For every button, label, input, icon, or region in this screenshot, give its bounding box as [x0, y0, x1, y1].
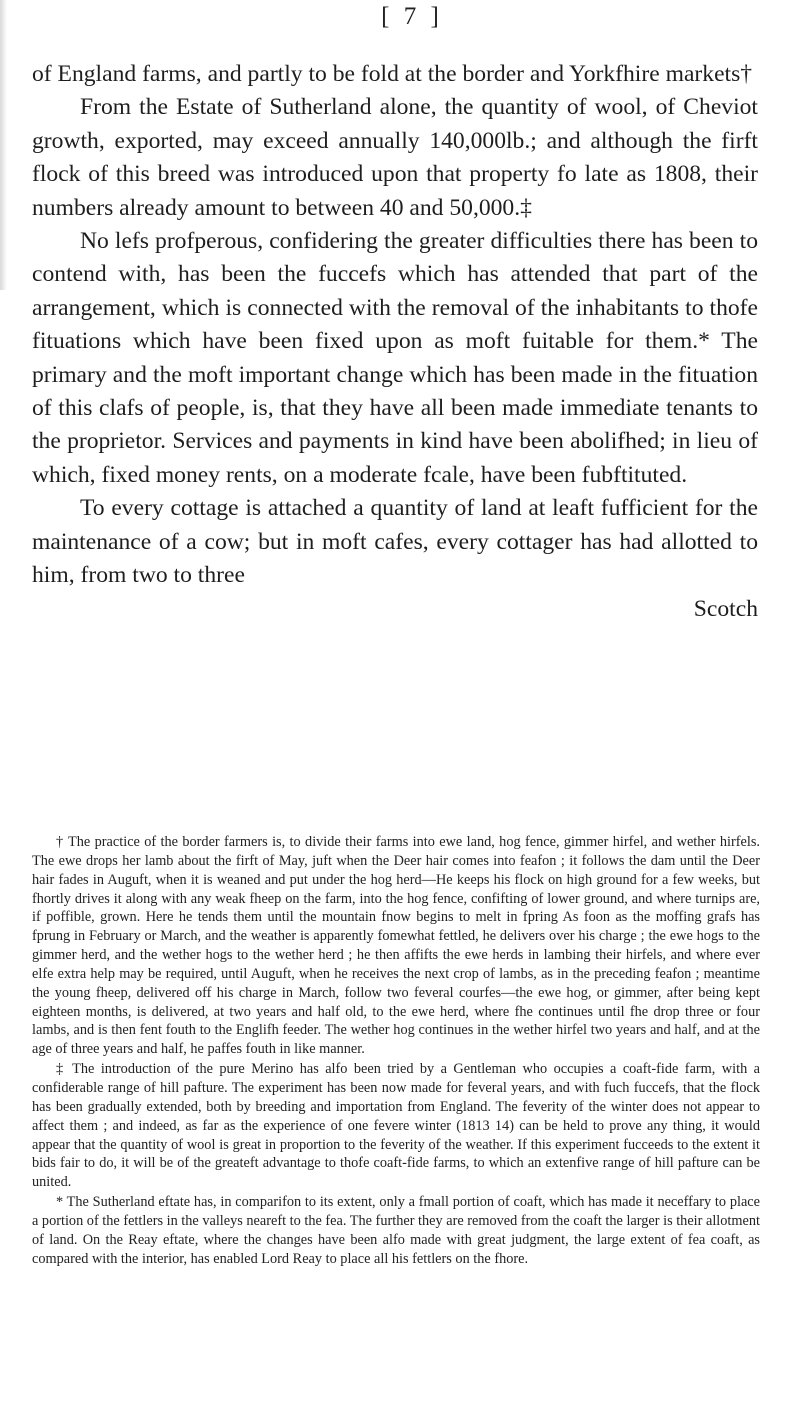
main-text: [32, 58, 758, 626]
footnote-dagger: † The practice of the border farmers is, to divide their farms into ewe land, hog fence, gimmer hirfel, and wether hirfels. The ewe drops her lamb about the firft of May, juft when the Deer hair comes into feafon ; it follows the dam until the Deer hair fades in Auguft, when it is weaned and put under the hog herd—He keeps his flock on high ground for a few weeks, but fhortly drives it along with any weak fheep on the farm, into the hog fence, confifting of lower ground, and where turnips are, if poffible, grown. Here he tends them until the mountain fnow begins to melt in fpring As foon as the moffing grafs has fprung in February or March, and the weather is apparently fomewhat fettled, he delivers over his charge ; the ewe hogs to the gimmer herd, and the wether hogs to the wether herd ; he then affifts the ewe herds in lambing their hirfels, and where ever elfe extra help may be required, until Auguft, when he receives the next crop of lambs, as in the preceding feafon ; meantime the young fheep, delivered off his charge in March, follow two feveral courfes—the ewe hog, or gimmer, after being kept eighteen months, is delivered, at two years and half old, to the ewe herd, where fhe continues until fhe drop three or four lambs, and is then fent fouth to the Englifh feeder. The wether hog continues in the wether hirfel two years and half, and at the age of three years and half, he paffes fouth in like manner.: [32, 834, 760, 1058]
page-edge-shadow: [0, 0, 7, 290]
paragraph-continuation: of England farms, and partly to be fold at the border and Yorkfhire markets†: [32, 61, 753, 87]
footnote-asterisk: * The Sutherland eftate has, in comparifon to its extent, only a fmall portion of coaft, which has made it neceffary to place a portion of the fettlers in the valleys neareft to the fea. The further they are removed from the coaft the larger is their allotment of land. On the Reay eftate, where the changes have been alfo made with great judgment, the large extent of fea coaft, as compared with the interior, has enabled Lord Reay to place all his fettlers on the fhore.: [32, 1194, 760, 1267]
paragraph-sutherland-wool: From the Estate of Sutherland alone, the quantity of wool, of Cheviot growth, exported, may exceed annually 140,000lb.; and although the firft flock of this breed was introduced upon that property fo late as 1808, their numbers already amount to between 40 and 50,000.‡: [32, 94, 758, 221]
footnote-double-dagger: ‡ The introduction of the pure Merino has alfo been tried by a Gentleman who occupies a coaft-fide farm, with a confiderable range of hill pafture. The experiment has been now made for feveral years, and with fuch fuccefs, that the flock has been gradually extended, both by breeding and importation from England. The feverity of the winter does not appear to affect them ; and indeed, as far as the experience of one fevere winter (1813 14) can be held to prove any thing, it would appear that the quantity of wool is great in proportion to the feverity of the weather. If this experiment fucceeds to the extent it bids fair to do, it will be of the greateft advantage to thofe coaft-fide farms, to which an extenfive range of hill pafture can be united.: [32, 1061, 760, 1191]
paragraph-cottage-land: To every cottage is attached a quantity of land at leaft fufficient for the maintenance of a cow; but in moft cafes, every cottager has had allotted to him, from two to three: [32, 495, 758, 589]
catchword: Scotch: [693, 595, 758, 622]
footnotes: [32, 833, 760, 1269]
page-number: [ 7 ]: [381, 3, 443, 30]
paragraph-removal-inhabitants: No lefs profperous, confidering the greater difficulties there has been to contend with, has been the fuccefs which has attended that part of the arrangement, which is connected with the removal of the inhabitants to thofe fituations which have been fixed upon as moft fuitable for them.* The primary and the moft important change which has been made in the fituation of this clafs of people, is, that they have all been made immediate tenants to the proprietor. Services and payments in kind have been abolifhed; in lieu of which, fixed money rents, on a moderate fcale, have been fubftituted.: [32, 228, 758, 488]
